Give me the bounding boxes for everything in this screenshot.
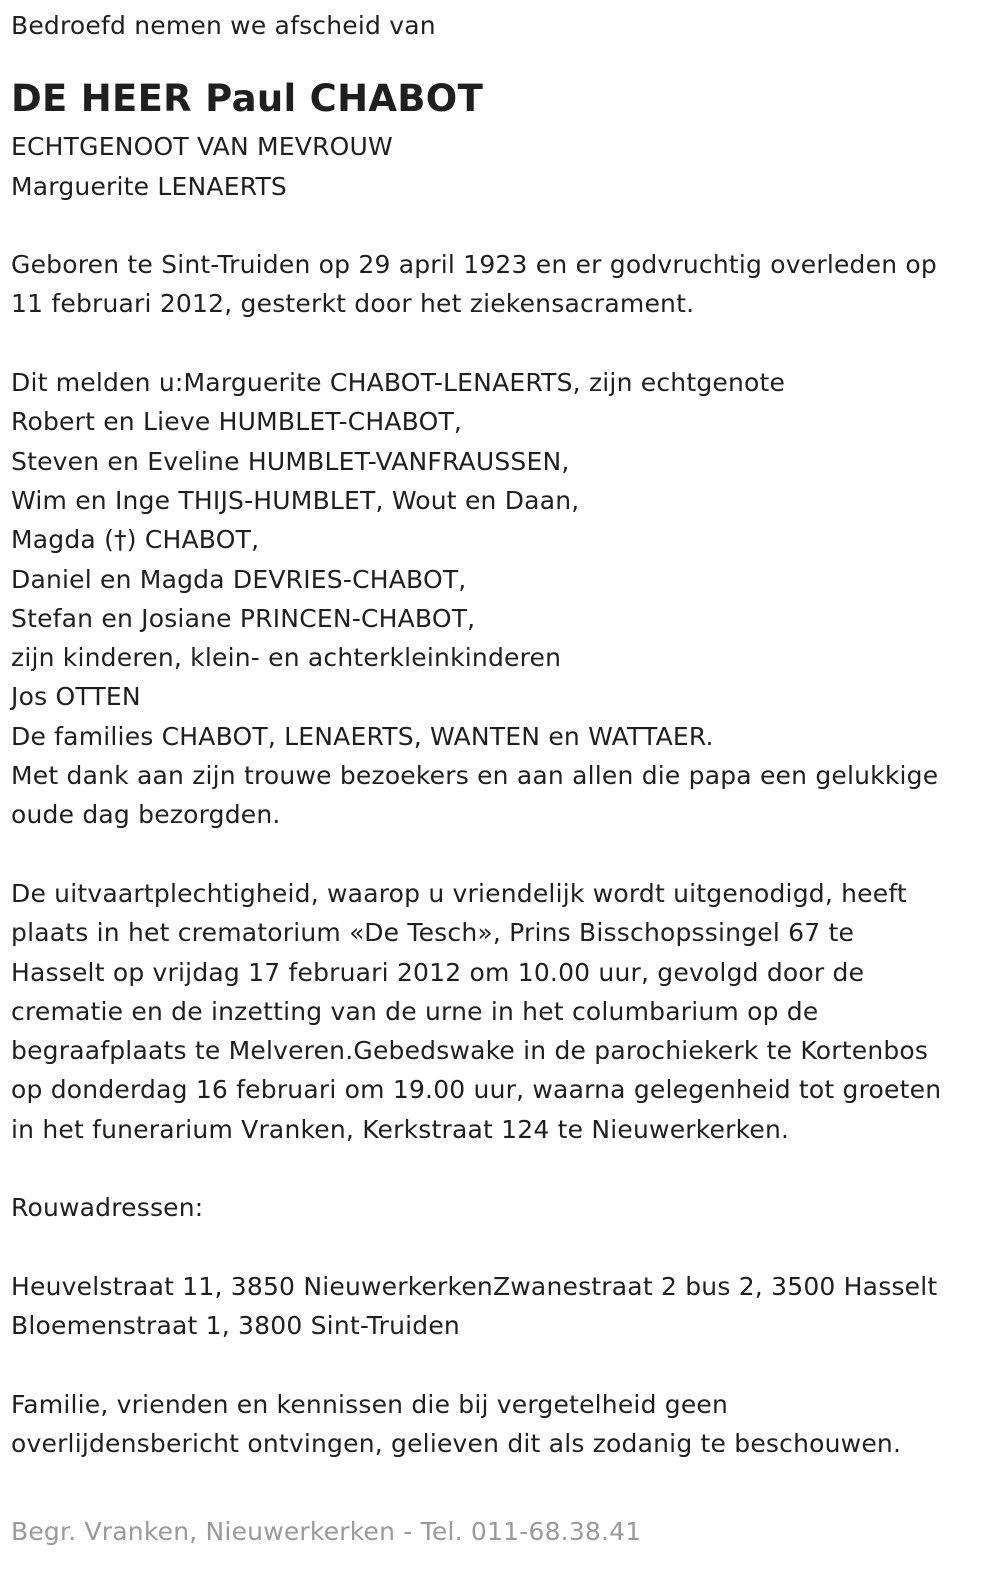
addresses-section bbox=[11, 1267, 990, 1346]
closing-line: Familie, vrienden en kennissen die bij vergetelheid geen bbox=[11, 1389, 729, 1419]
birth-death-line: Geboren te Sint-Truiden op 29 april 1923 en er godvruchtig overleden op bbox=[11, 250, 937, 280]
ceremony-section bbox=[11, 874, 990, 1149]
ceremony-line: plaats in het crematorium «De Tesch», Prins Bisschopssingel 67 te bbox=[11, 918, 855, 948]
announcer-line: Dit melden u:Marguerite CHABOT-LENAERTS, zijn echtgenote bbox=[11, 368, 786, 398]
relation-text: ECHTGENOOT VAN MEVROUW bbox=[11, 132, 393, 162]
spacer bbox=[11, 1346, 990, 1385]
ceremony-line: in het funerarium Vranken, Kerkstraat 124 te Nieuwerkerken. bbox=[11, 1114, 790, 1144]
ceremony-line: begraafplaats te Melveren.Gebedswake in de parochiekerk te Kortenbos bbox=[11, 1036, 929, 1066]
announcer-line: Wim en Inge THIJS-HUMBLET, Wout en Daan, bbox=[11, 485, 580, 515]
announcer-line: Steven en Eveline HUMBLET-VANFRAUSSEN, bbox=[11, 446, 570, 476]
announcer-line: Daniel en Magda DEVRIES-CHABOT, bbox=[11, 564, 467, 594]
address-line: Heuvelstraat 11, 3850 NieuwerkerkenZwanestraat 2 bus 2, 3500 Hasselt bbox=[11, 1271, 938, 1301]
closing-line: overlijdensbericht ontvingen, gelieven dit als zodanig te beschouwen. bbox=[11, 1429, 902, 1459]
spacer bbox=[11, 324, 990, 363]
ceremony-line: crematie en de inzetting van de urne in het columbarium op de bbox=[11, 996, 819, 1026]
closing-section bbox=[11, 1385, 990, 1464]
ceremony-line: Hasselt op vrijdag 17 februari 2012 om 10.00 uur, gevolgd door de bbox=[11, 957, 865, 987]
announcer-line: Jos OTTEN bbox=[11, 682, 141, 712]
deceased-name: DE HEER Paul CHABOT bbox=[11, 77, 484, 121]
birth-death-line: 11 februari 2012, gesterkt door het ziekensacrament. bbox=[11, 289, 695, 319]
address-line: Bloemenstraat 1, 3800 Sint-Truiden bbox=[11, 1311, 460, 1341]
addresses-heading: Rouwadressen: bbox=[11, 1193, 204, 1223]
announcer-line: zijn kinderen, klein- en achterkleinkinderen bbox=[11, 643, 562, 673]
funeral-home-footer: Begr. Vranken, Nieuwerkerken - Tel. 011-68.38.41 bbox=[11, 1517, 642, 1546]
ceremony-line: De uitvaartplechtigheid, waarop u vriendelijk wordt uitgenodigd, heeft bbox=[11, 878, 907, 908]
spacer bbox=[11, 1149, 990, 1188]
spouse-name: Marguerite LENAERTS bbox=[11, 171, 287, 201]
announcer-line: Met dank aan zijn trouwe bezoekers en aan allen die papa een gelukkige bbox=[11, 761, 939, 791]
announcer-line: Stefan en Josiane PRINCEN-CHABOT, bbox=[11, 603, 476, 633]
announcer-line: Robert en Lieve HUMBLET-CHABOT, bbox=[11, 407, 463, 437]
birth-death-section bbox=[11, 245, 990, 324]
announcer-line: De families CHABOT, LENAERTS, WANTEN en WATTAER. bbox=[11, 721, 714, 751]
spacer bbox=[11, 835, 990, 874]
spacer bbox=[11, 206, 990, 245]
intro-text: Bedroefd nemen we afscheid van bbox=[11, 11, 436, 40]
announcers-section bbox=[11, 363, 990, 835]
ceremony-line: op donderdag 16 februari om 19.00 uur, waarna gelegenheid tot groeten bbox=[11, 1075, 942, 1105]
announcer-line: Magda (†) CHABOT, bbox=[11, 525, 260, 555]
spacer bbox=[11, 1228, 990, 1267]
announcer-line: oude dag bezorgden. bbox=[11, 800, 281, 830]
